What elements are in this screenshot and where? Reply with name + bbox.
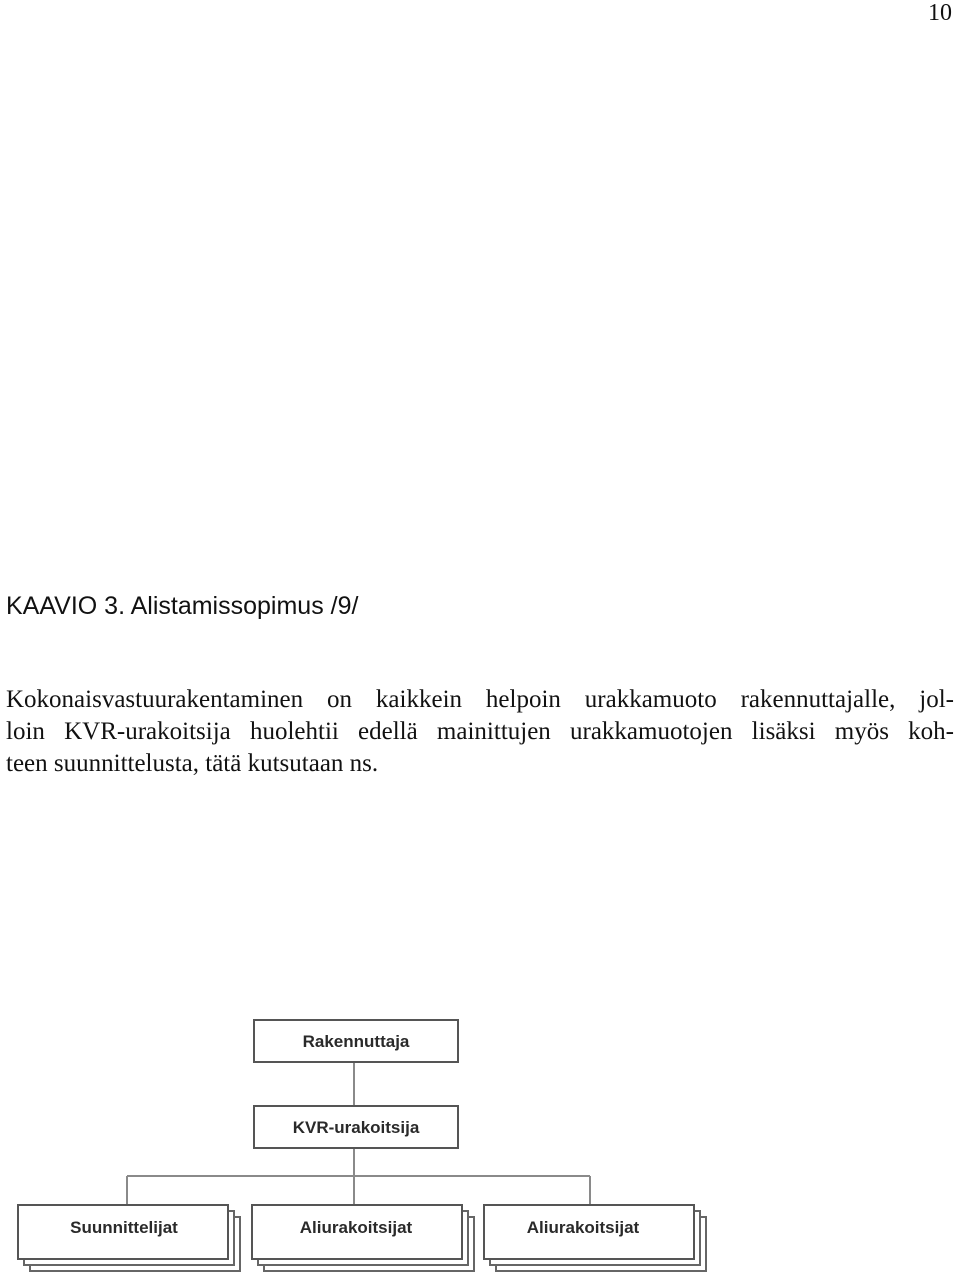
org-chart-diagram [0, 1000, 960, 1277]
node-label: Aliurakoitsijat [526, 1218, 640, 1237]
node-aliurakoitsijat-1 [252, 1205, 474, 1271]
figure-caption: KAAVIO 3. Alistamissopimus /9/ [6, 592, 359, 620]
node-label: Aliurakoitsijat [299, 1218, 413, 1237]
node-label: KVR-urakoitsija [292, 1118, 420, 1137]
node-suunnittelijat [18, 1205, 240, 1271]
node-aliurakoitsijat-2 [484, 1205, 706, 1271]
node-label: Suunnittelijat [70, 1218, 178, 1237]
node-rakennuttaja [254, 1020, 458, 1062]
node-kvr-urakoitsija [254, 1106, 458, 1148]
node-label: Rakennuttaja [302, 1032, 410, 1051]
paragraph-line: teen suunnittelusta, tätä kutsutaan ns. [6, 750, 379, 777]
paragraph-line: Kokonaisvastuurakentaminen on kaikkein helpoin urakkamuoto rakennuttajalle, jol- [6, 686, 954, 713]
body-paragraph [6, 684, 954, 780]
page-number: 10 [928, 0, 952, 26]
paragraph-line: loin KVR-urakoitsija huolehtii edellä mainittujen urakkamuotojen lisäksi myös koh- [6, 718, 954, 745]
